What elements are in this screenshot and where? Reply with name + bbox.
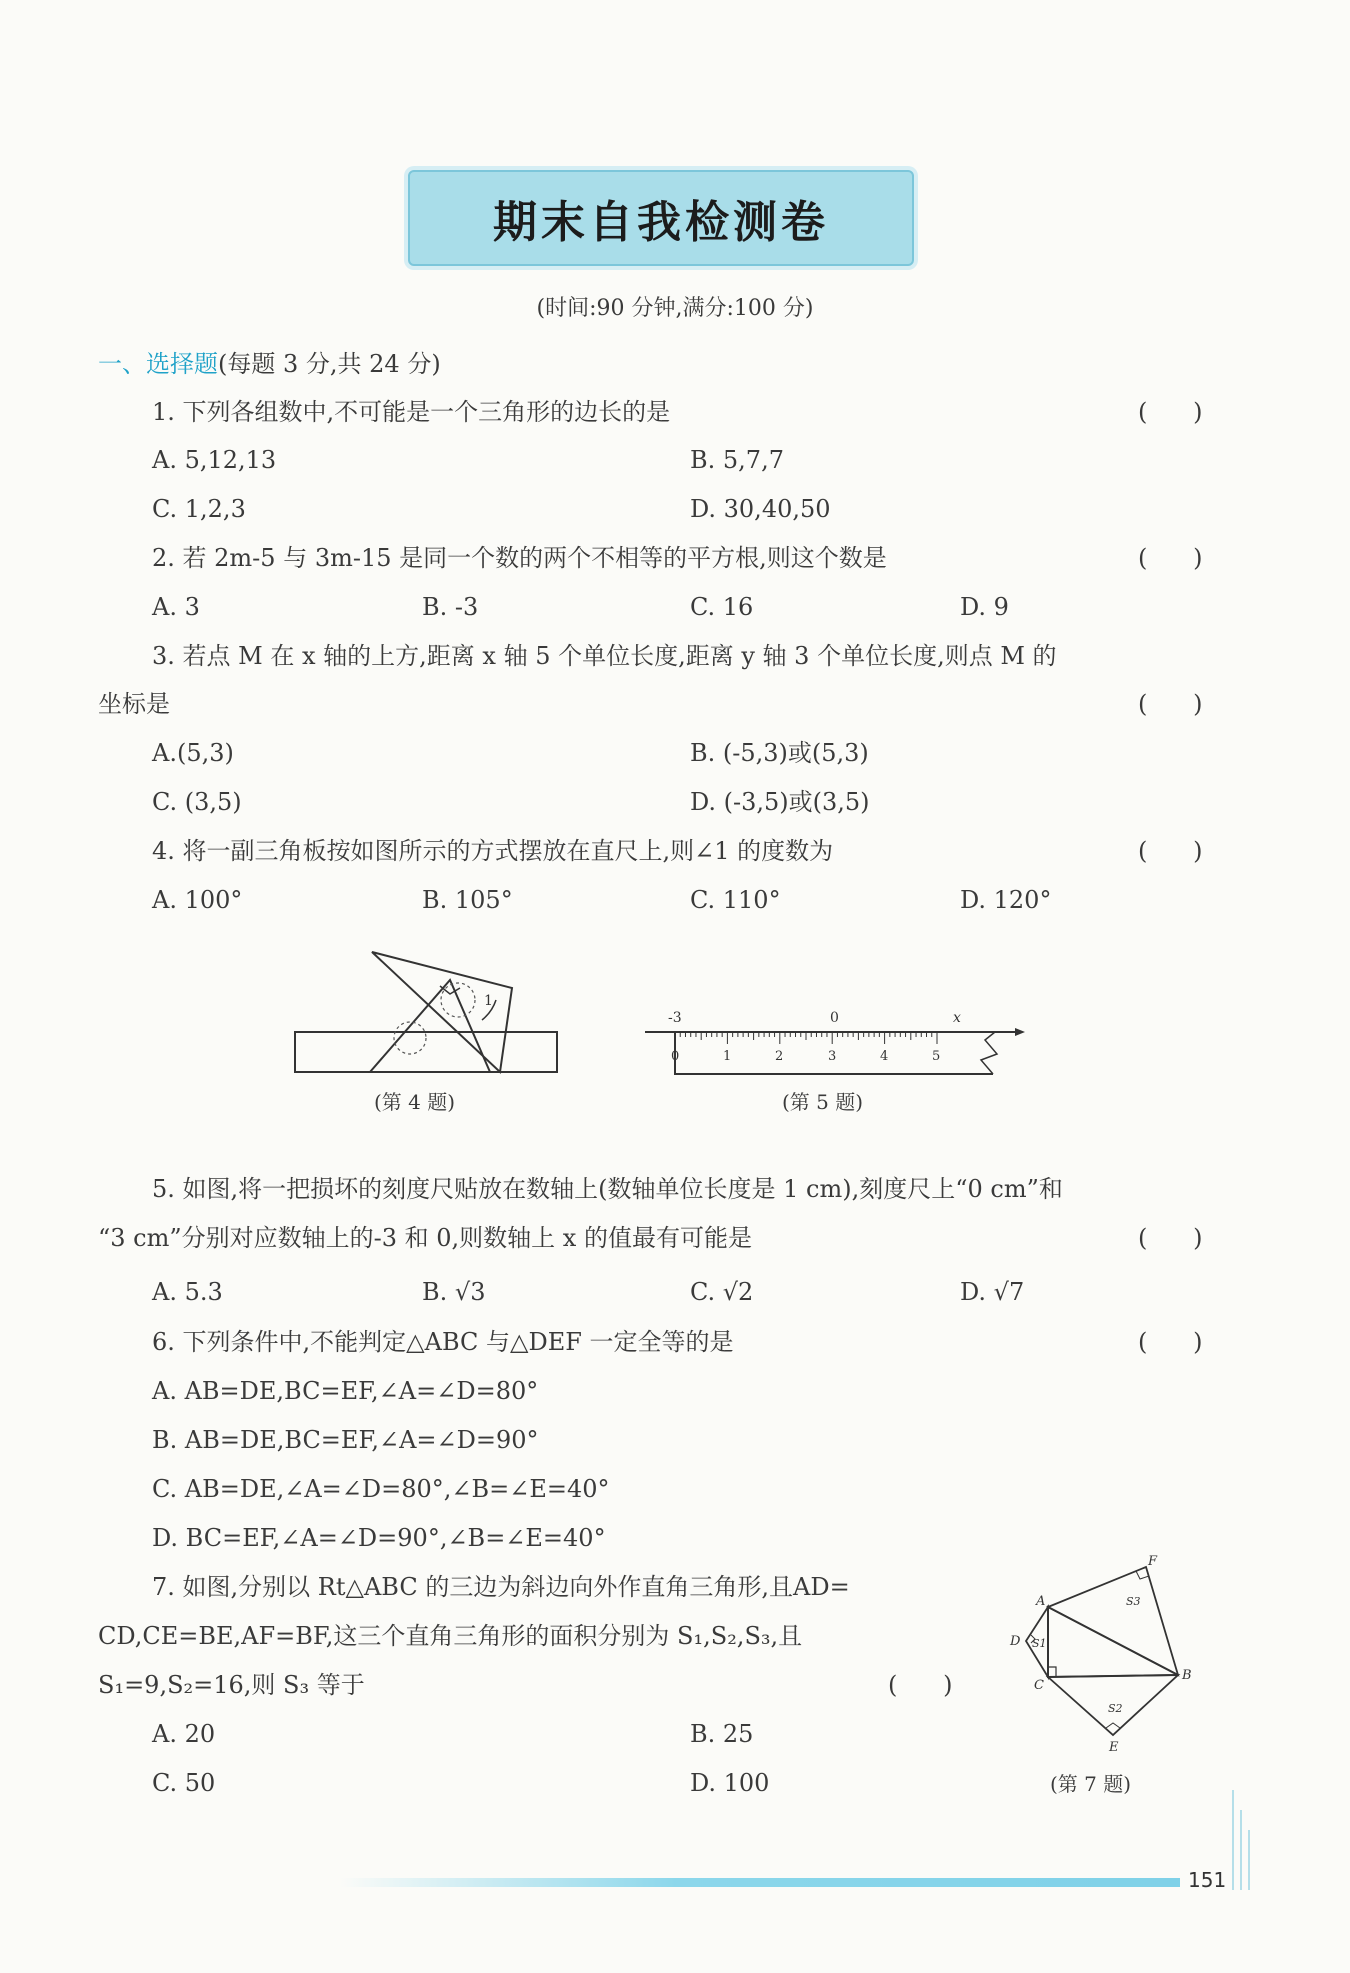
q1-option-d: D. 30,40,50 [690, 495, 831, 523]
question-7-stem-line2: CD,CE=BE,AF=BF,这三个直角三角形的面积分别为 S₁,S₂,S₃,且 [98, 1622, 803, 1650]
answer-blank-4: ( ) [1138, 837, 1203, 865]
fig4-angle-label: 1 [484, 993, 493, 1009]
figure-4-caption: (第 4 题) [374, 1090, 456, 1114]
q7-option-d: D. 100 [690, 1769, 770, 1797]
q3-option-c: C. (3,5) [152, 788, 242, 816]
q5-option-c: C. √2 [690, 1278, 754, 1306]
q2-option-c: C. 16 [690, 593, 754, 621]
decorative-line [1240, 1810, 1242, 1890]
question-3-stem-line2: 坐标是 [98, 690, 170, 718]
q2-option-d: D. 9 [960, 593, 1009, 621]
question-7-stem-line3: S₁=9,S₂=16,则 S₃ 等于 [98, 1671, 365, 1699]
q5-option-d: D. √7 [960, 1278, 1025, 1306]
fig7-area-s1: S1 [1032, 1637, 1047, 1650]
answer-blank-2: ( ) [1138, 544, 1203, 572]
fig5-axis-label-0: 0 [830, 1010, 839, 1026]
q6-option-a: A. AB=DE,BC=EF,∠A=∠D=80° [152, 1377, 539, 1405]
fig5-ruler-label-5: 5 [932, 1049, 941, 1064]
footer-bar [340, 1878, 1180, 1887]
q1-option-b: B. 5,7,7 [690, 446, 784, 474]
section-heading [98, 352, 441, 376]
q2-option-b: B. -3 [422, 593, 479, 621]
question-3-stem-line1: 3. 若点 M 在 x 轴的上方,距离 x 轴 5 个单位长度,距离 y 轴 3 个单位长度,则点 M 的 [152, 642, 1057, 670]
answer-blank-5: ( ) [1138, 1224, 1203, 1252]
fig7-area-s3: S3 [1126, 1595, 1141, 1608]
section-note: (每题 3 分,共 24 分) [218, 350, 441, 378]
figure-5-caption: (第 5 题) [782, 1090, 864, 1114]
fig7-point-a: A [1036, 1594, 1046, 1609]
section-title: 一、选择题 [98, 350, 218, 378]
q3-option-b: B. (-5,3)或(5,3) [690, 739, 869, 767]
figure-7-right-triangles [998, 1555, 1198, 1755]
q3-option-a: A.(5,3) [152, 739, 234, 767]
fig5-ruler-label-2: 2 [775, 1049, 784, 1064]
page-number: 151 [1188, 1868, 1227, 1892]
answer-blank-3: ( ) [1138, 690, 1203, 718]
fig5-ruler-label-0: 0 [671, 1049, 680, 1064]
question-6-stem: 6. 下列条件中,不能判定△ABC 与△DEF 一定全等的是 [152, 1328, 734, 1356]
fig7-point-f: F [1148, 1555, 1158, 1569]
q4-option-c: C. 110° [690, 886, 781, 914]
fig5-ruler-label-4: 4 [880, 1049, 889, 1064]
q1-option-c: C. 1,2,3 [152, 495, 246, 523]
q4-option-d: D. 120° [960, 886, 1052, 914]
title-banner [408, 170, 914, 266]
fig7-point-c: C [1034, 1678, 1044, 1693]
question-1-stem: 1. 下列各组数中,不可能是一个三角形的边长的是 [152, 398, 671, 426]
fig7-point-e: E [1109, 1740, 1119, 1755]
decorative-line [1232, 1790, 1234, 1890]
fig7-point-b: B [1182, 1668, 1192, 1683]
subtitle: (时间:90 分钟,满分:100 分) [536, 296, 814, 321]
fig7-point-d: D [1010, 1634, 1021, 1649]
answer-blank-6: ( ) [1138, 1328, 1203, 1356]
question-4-stem: 4. 将一副三角板按如图所示的方式摆放在直尺上,则∠1 的度数为 [152, 837, 834, 865]
q6-option-d: D. BC=EF,∠A=∠D=90°,∠B=∠E=40° [152, 1524, 606, 1552]
fig7-area-s2: S2 [1108, 1702, 1123, 1715]
question-2-stem: 2. 若 2m-5 与 3m-15 是同一个数的两个不相等的平方根,则这个数是 [152, 544, 887, 572]
q7-option-b: B. 25 [690, 1720, 754, 1748]
fig5-axis-label-x: x [953, 1010, 961, 1026]
q7-option-a: A. 20 [152, 1720, 216, 1748]
page-title: 期末自我检测卷 [493, 197, 829, 248]
decorative-line [1248, 1830, 1250, 1890]
q4-option-a: A. 100° [152, 886, 243, 914]
figure-7-caption: (第 7 题) [1050, 1772, 1132, 1796]
q6-option-c: C. AB=DE,∠A=∠D=80°,∠B=∠E=40° [152, 1475, 610, 1503]
answer-blank-1: ( ) [1138, 398, 1203, 426]
q5-option-a: A. 5.3 [152, 1278, 223, 1306]
q6-option-b: B. AB=DE,BC=EF,∠A=∠D=90° [152, 1426, 539, 1454]
fig5-ruler-label-1: 1 [723, 1049, 732, 1064]
q4-option-b: B. 105° [422, 886, 513, 914]
fig5-axis-label-neg3: -3 [668, 1010, 682, 1026]
q1-option-a: A. 5,12,13 [152, 446, 277, 474]
q5-option-b: B. √3 [422, 1278, 486, 1306]
answer-blank-7: ( ) [888, 1671, 953, 1699]
figure-4-triangles-on-ruler [290, 950, 570, 1080]
question-5-stem-line1: 5. 如图,将一把损坏的刻度尺贴放在数轴上(数轴单位长度是 1 cm),刻度尺上“0 cm”和 [152, 1175, 1063, 1203]
fig5-ruler-label-3: 3 [828, 1049, 837, 1064]
q3-option-d: D. (-3,5)或(3,5) [690, 788, 870, 816]
q7-option-c: C. 50 [152, 1769, 216, 1797]
question-5-stem-line2: “3 cm”分别对应数轴上的-3 和 0,则数轴上 x 的值最有可能是 [98, 1224, 752, 1252]
figure-5-ruler-on-number-line [635, 1000, 1035, 1080]
q2-option-a: A. 3 [152, 593, 200, 621]
question-7-stem-line1: 7. 如图,分别以 Rt△ABC 的三边为斜边向外作直角三角形,且AD= [152, 1573, 850, 1601]
